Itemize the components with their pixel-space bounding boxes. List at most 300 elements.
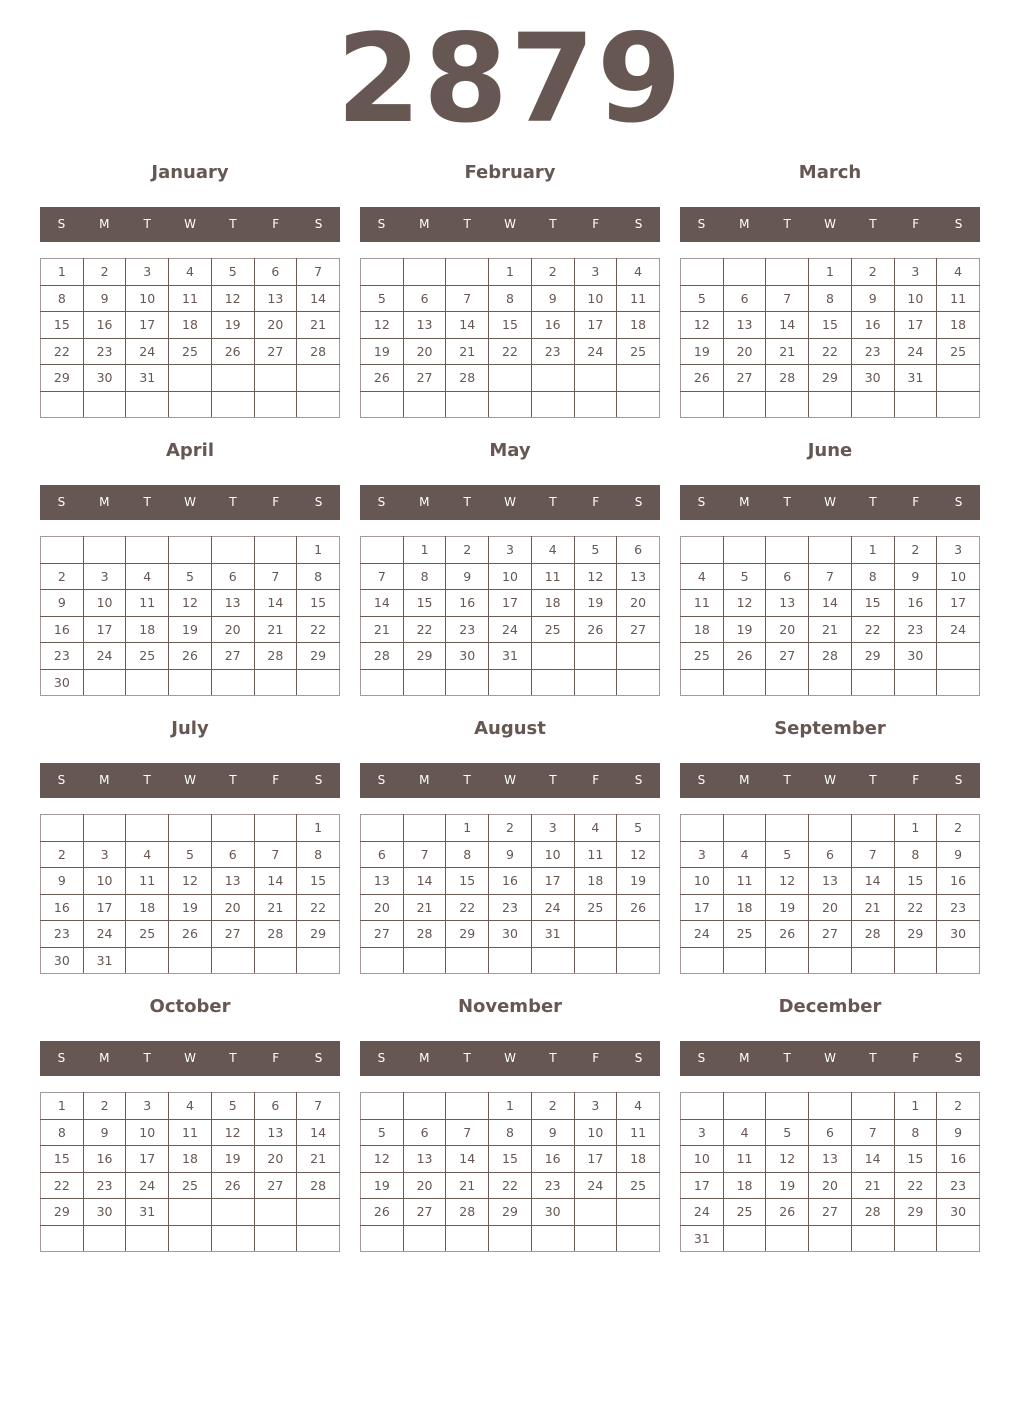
day-cell[interactable]: 26 xyxy=(617,894,660,921)
day-cell[interactable]: 27 xyxy=(403,365,446,392)
day-cell[interactable]: 5 xyxy=(211,259,254,286)
day-cell[interactable]: 15 xyxy=(403,590,446,617)
day-cell[interactable]: 21 xyxy=(809,616,852,643)
day-cell[interactable]: 2 xyxy=(531,1093,574,1120)
day-cell[interactable]: 6 xyxy=(403,1119,446,1146)
day-cell[interactable]: 21 xyxy=(297,312,340,339)
day-cell[interactable]: 1 xyxy=(403,537,446,564)
day-cell[interactable]: 29 xyxy=(41,365,84,392)
day-cell[interactable]: 29 xyxy=(894,921,937,948)
day-cell[interactable]: 2 xyxy=(531,259,574,286)
day-cell[interactable]: 31 xyxy=(83,947,126,974)
day-cell[interactable]: 28 xyxy=(851,1199,894,1226)
day-cell[interactable]: 3 xyxy=(83,563,126,590)
day-cell[interactable]: 27 xyxy=(766,643,809,670)
day-cell[interactable]: 23 xyxy=(531,338,574,365)
day-cell[interactable]: 18 xyxy=(126,894,169,921)
day-cell[interactable]: 28 xyxy=(403,921,446,948)
day-cell[interactable]: 12 xyxy=(211,1119,254,1146)
day-cell[interactable]: 6 xyxy=(254,1093,297,1120)
day-cell[interactable]: 28 xyxy=(361,643,404,670)
day-cell[interactable]: 4 xyxy=(723,841,766,868)
day-cell[interactable]: 3 xyxy=(531,815,574,842)
day-cell[interactable]: 27 xyxy=(361,921,404,948)
day-cell[interactable]: 24 xyxy=(126,338,169,365)
day-cell[interactable]: 5 xyxy=(617,815,660,842)
day-cell[interactable]: 15 xyxy=(297,590,340,617)
day-cell[interactable]: 29 xyxy=(297,921,340,948)
day-cell[interactable]: 29 xyxy=(446,921,489,948)
day-cell[interactable]: 11 xyxy=(126,868,169,895)
day-cell[interactable]: 22 xyxy=(489,338,532,365)
day-cell[interactable]: 11 xyxy=(169,285,212,312)
day-cell[interactable]: 5 xyxy=(361,285,404,312)
day-cell[interactable]: 7 xyxy=(403,841,446,868)
day-cell[interactable]: 24 xyxy=(83,921,126,948)
day-cell[interactable]: 13 xyxy=(211,590,254,617)
day-cell[interactable]: 17 xyxy=(531,868,574,895)
day-cell[interactable]: 12 xyxy=(681,312,724,339)
day-cell[interactable]: 6 xyxy=(361,841,404,868)
day-cell[interactable]: 30 xyxy=(41,947,84,974)
day-cell[interactable]: 16 xyxy=(851,312,894,339)
day-cell[interactable]: 5 xyxy=(169,563,212,590)
day-cell[interactable]: 18 xyxy=(723,1172,766,1199)
day-cell[interactable]: 29 xyxy=(403,643,446,670)
day-cell[interactable]: 20 xyxy=(211,616,254,643)
day-cell[interactable]: 10 xyxy=(83,868,126,895)
day-cell[interactable]: 19 xyxy=(361,1172,404,1199)
day-cell[interactable]: 12 xyxy=(723,590,766,617)
day-cell[interactable]: 5 xyxy=(361,1119,404,1146)
day-cell[interactable]: 22 xyxy=(894,894,937,921)
day-cell[interactable]: 24 xyxy=(937,616,980,643)
day-cell[interactable]: 12 xyxy=(361,312,404,339)
day-cell[interactable]: 30 xyxy=(937,1199,980,1226)
day-cell[interactable]: 28 xyxy=(297,338,340,365)
day-cell[interactable]: 31 xyxy=(894,365,937,392)
day-cell[interactable]: 17 xyxy=(574,312,617,339)
day-cell[interactable]: 1 xyxy=(894,815,937,842)
day-cell[interactable]: 6 xyxy=(809,841,852,868)
day-cell[interactable]: 22 xyxy=(851,616,894,643)
day-cell[interactable]: 9 xyxy=(446,563,489,590)
day-cell[interactable]: 20 xyxy=(617,590,660,617)
day-cell[interactable]: 31 xyxy=(681,1225,724,1252)
day-cell[interactable]: 18 xyxy=(531,590,574,617)
day-cell[interactable]: 11 xyxy=(531,563,574,590)
day-cell[interactable]: 7 xyxy=(446,285,489,312)
day-cell[interactable]: 15 xyxy=(41,312,84,339)
day-cell[interactable]: 31 xyxy=(126,365,169,392)
day-cell[interactable]: 30 xyxy=(851,365,894,392)
day-cell[interactable]: 29 xyxy=(851,643,894,670)
day-cell[interactable]: 22 xyxy=(41,1172,84,1199)
day-cell[interactable]: 22 xyxy=(489,1172,532,1199)
day-cell[interactable]: 19 xyxy=(211,1146,254,1173)
day-cell[interactable]: 14 xyxy=(254,868,297,895)
day-cell[interactable]: 23 xyxy=(894,616,937,643)
day-cell[interactable]: 25 xyxy=(574,894,617,921)
day-cell[interactable]: 30 xyxy=(446,643,489,670)
day-cell[interactable]: 16 xyxy=(531,312,574,339)
day-cell[interactable]: 16 xyxy=(83,312,126,339)
day-cell[interactable]: 3 xyxy=(126,259,169,286)
day-cell[interactable]: 28 xyxy=(254,921,297,948)
day-cell[interactable]: 27 xyxy=(723,365,766,392)
day-cell[interactable]: 13 xyxy=(211,868,254,895)
day-cell[interactable]: 5 xyxy=(574,537,617,564)
day-cell[interactable]: 30 xyxy=(894,643,937,670)
day-cell[interactable]: 10 xyxy=(574,1119,617,1146)
day-cell[interactable]: 26 xyxy=(766,1199,809,1226)
day-cell[interactable]: 20 xyxy=(403,338,446,365)
day-cell[interactable]: 1 xyxy=(489,259,532,286)
day-cell[interactable]: 17 xyxy=(937,590,980,617)
day-cell[interactable]: 27 xyxy=(254,338,297,365)
day-cell[interactable]: 26 xyxy=(574,616,617,643)
day-cell[interactable]: 6 xyxy=(809,1119,852,1146)
day-cell[interactable]: 23 xyxy=(83,1172,126,1199)
day-cell[interactable]: 19 xyxy=(766,894,809,921)
day-cell[interactable]: 28 xyxy=(809,643,852,670)
day-cell[interactable]: 28 xyxy=(766,365,809,392)
day-cell[interactable]: 14 xyxy=(766,312,809,339)
day-cell[interactable]: 3 xyxy=(894,259,937,286)
day-cell[interactable]: 5 xyxy=(169,841,212,868)
day-cell[interactable]: 25 xyxy=(723,921,766,948)
day-cell[interactable]: 7 xyxy=(297,259,340,286)
day-cell[interactable]: 17 xyxy=(83,616,126,643)
day-cell[interactable]: 16 xyxy=(937,868,980,895)
day-cell[interactable]: 11 xyxy=(169,1119,212,1146)
day-cell[interactable]: 3 xyxy=(681,1119,724,1146)
day-cell[interactable]: 27 xyxy=(403,1199,446,1226)
day-cell[interactable]: 4 xyxy=(617,1093,660,1120)
day-cell[interactable]: 20 xyxy=(809,894,852,921)
day-cell[interactable]: 21 xyxy=(254,616,297,643)
day-cell[interactable]: 4 xyxy=(126,841,169,868)
day-cell[interactable]: 8 xyxy=(403,563,446,590)
day-cell[interactable]: 28 xyxy=(254,643,297,670)
day-cell[interactable]: 14 xyxy=(361,590,404,617)
day-cell[interactable]: 13 xyxy=(254,1119,297,1146)
day-cell[interactable]: 24 xyxy=(894,338,937,365)
day-cell[interactable]: 27 xyxy=(211,643,254,670)
day-cell[interactable]: 4 xyxy=(169,259,212,286)
day-cell[interactable]: 16 xyxy=(446,590,489,617)
day-cell[interactable]: 11 xyxy=(617,285,660,312)
day-cell[interactable]: 15 xyxy=(297,868,340,895)
day-cell[interactable]: 6 xyxy=(723,285,766,312)
day-cell[interactable]: 28 xyxy=(446,1199,489,1226)
day-cell[interactable]: 2 xyxy=(41,841,84,868)
day-cell[interactable]: 17 xyxy=(681,894,724,921)
day-cell[interactable]: 26 xyxy=(361,365,404,392)
day-cell[interactable]: 23 xyxy=(937,894,980,921)
day-cell[interactable]: 28 xyxy=(446,365,489,392)
day-cell[interactable]: 3 xyxy=(489,537,532,564)
day-cell[interactable]: 14 xyxy=(446,1146,489,1173)
day-cell[interactable]: 16 xyxy=(41,616,84,643)
day-cell[interactable]: 8 xyxy=(809,285,852,312)
day-cell[interactable]: 12 xyxy=(361,1146,404,1173)
day-cell[interactable]: 3 xyxy=(83,841,126,868)
day-cell[interactable]: 6 xyxy=(211,563,254,590)
day-cell[interactable]: 9 xyxy=(83,1119,126,1146)
day-cell[interactable]: 26 xyxy=(211,1172,254,1199)
day-cell[interactable]: 22 xyxy=(403,616,446,643)
day-cell[interactable]: 11 xyxy=(617,1119,660,1146)
day-cell[interactable]: 25 xyxy=(937,338,980,365)
day-cell[interactable]: 13 xyxy=(809,868,852,895)
day-cell[interactable]: 9 xyxy=(531,1119,574,1146)
day-cell[interactable]: 1 xyxy=(809,259,852,286)
day-cell[interactable]: 18 xyxy=(126,616,169,643)
day-cell[interactable]: 14 xyxy=(809,590,852,617)
day-cell[interactable]: 1 xyxy=(297,815,340,842)
day-cell[interactable]: 21 xyxy=(851,894,894,921)
day-cell[interactable]: 5 xyxy=(211,1093,254,1120)
day-cell[interactable]: 18 xyxy=(723,894,766,921)
day-cell[interactable]: 28 xyxy=(297,1172,340,1199)
day-cell[interactable]: 1 xyxy=(41,259,84,286)
day-cell[interactable]: 7 xyxy=(361,563,404,590)
day-cell[interactable]: 22 xyxy=(446,894,489,921)
day-cell[interactable]: 25 xyxy=(531,616,574,643)
day-cell[interactable]: 18 xyxy=(617,1146,660,1173)
day-cell[interactable]: 9 xyxy=(937,841,980,868)
day-cell[interactable]: 17 xyxy=(83,894,126,921)
day-cell[interactable]: 15 xyxy=(851,590,894,617)
day-cell[interactable]: 20 xyxy=(254,1146,297,1173)
day-cell[interactable]: 26 xyxy=(766,921,809,948)
day-cell[interactable]: 12 xyxy=(169,868,212,895)
day-cell[interactable]: 10 xyxy=(574,285,617,312)
day-cell[interactable]: 20 xyxy=(766,616,809,643)
day-cell[interactable]: 26 xyxy=(723,643,766,670)
day-cell[interactable]: 17 xyxy=(574,1146,617,1173)
day-cell[interactable]: 8 xyxy=(894,1119,937,1146)
day-cell[interactable]: 1 xyxy=(489,1093,532,1120)
day-cell[interactable]: 25 xyxy=(169,1172,212,1199)
day-cell[interactable]: 27 xyxy=(809,1199,852,1226)
day-cell[interactable]: 30 xyxy=(489,921,532,948)
day-cell[interactable]: 22 xyxy=(809,338,852,365)
day-cell[interactable]: 14 xyxy=(851,1146,894,1173)
day-cell[interactable]: 10 xyxy=(937,563,980,590)
day-cell[interactable]: 19 xyxy=(169,894,212,921)
day-cell[interactable]: 13 xyxy=(809,1146,852,1173)
day-cell[interactable]: 13 xyxy=(254,285,297,312)
day-cell[interactable]: 12 xyxy=(169,590,212,617)
day-cell[interactable]: 5 xyxy=(681,285,724,312)
day-cell[interactable]: 16 xyxy=(83,1146,126,1173)
day-cell[interactable]: 23 xyxy=(446,616,489,643)
day-cell[interactable]: 13 xyxy=(403,1146,446,1173)
day-cell[interactable]: 4 xyxy=(126,563,169,590)
day-cell[interactable]: 12 xyxy=(574,563,617,590)
day-cell[interactable]: 25 xyxy=(169,338,212,365)
day-cell[interactable]: 4 xyxy=(681,563,724,590)
day-cell[interactable]: 16 xyxy=(894,590,937,617)
day-cell[interactable]: 7 xyxy=(766,285,809,312)
day-cell[interactable]: 26 xyxy=(211,338,254,365)
day-cell[interactable]: 7 xyxy=(446,1119,489,1146)
day-cell[interactable]: 10 xyxy=(126,1119,169,1146)
day-cell[interactable]: 21 xyxy=(361,616,404,643)
day-cell[interactable]: 21 xyxy=(254,894,297,921)
day-cell[interactable]: 26 xyxy=(169,643,212,670)
day-cell[interactable]: 20 xyxy=(211,894,254,921)
day-cell[interactable]: 15 xyxy=(489,312,532,339)
day-cell[interactable]: 3 xyxy=(681,841,724,868)
day-cell[interactable]: 6 xyxy=(403,285,446,312)
day-cell[interactable]: 24 xyxy=(83,643,126,670)
day-cell[interactable]: 9 xyxy=(489,841,532,868)
day-cell[interactable]: 19 xyxy=(169,616,212,643)
day-cell[interactable]: 8 xyxy=(41,285,84,312)
day-cell[interactable]: 25 xyxy=(126,921,169,948)
day-cell[interactable]: 16 xyxy=(937,1146,980,1173)
day-cell[interactable]: 17 xyxy=(489,590,532,617)
day-cell[interactable]: 9 xyxy=(41,590,84,617)
day-cell[interactable]: 11 xyxy=(681,590,724,617)
day-cell[interactable]: 4 xyxy=(723,1119,766,1146)
day-cell[interactable]: 8 xyxy=(851,563,894,590)
day-cell[interactable]: 11 xyxy=(126,590,169,617)
day-cell[interactable]: 11 xyxy=(574,841,617,868)
day-cell[interactable]: 10 xyxy=(894,285,937,312)
day-cell[interactable]: 25 xyxy=(723,1199,766,1226)
day-cell[interactable]: 11 xyxy=(723,1146,766,1173)
day-cell[interactable]: 7 xyxy=(809,563,852,590)
day-cell[interactable]: 18 xyxy=(681,616,724,643)
day-cell[interactable]: 27 xyxy=(809,921,852,948)
day-cell[interactable]: 15 xyxy=(894,1146,937,1173)
day-cell[interactable]: 29 xyxy=(297,643,340,670)
day-cell[interactable]: 22 xyxy=(894,1172,937,1199)
day-cell[interactable]: 11 xyxy=(937,285,980,312)
day-cell[interactable]: 5 xyxy=(766,1119,809,1146)
day-cell[interactable]: 30 xyxy=(937,921,980,948)
day-cell[interactable]: 9 xyxy=(83,285,126,312)
day-cell[interactable]: 30 xyxy=(41,669,84,696)
day-cell[interactable]: 18 xyxy=(169,312,212,339)
day-cell[interactable]: 29 xyxy=(489,1199,532,1226)
day-cell[interactable]: 21 xyxy=(297,1146,340,1173)
day-cell[interactable]: 18 xyxy=(574,868,617,895)
day-cell[interactable]: 27 xyxy=(211,921,254,948)
day-cell[interactable]: 9 xyxy=(851,285,894,312)
day-cell[interactable]: 1 xyxy=(851,537,894,564)
day-cell[interactable]: 19 xyxy=(723,616,766,643)
day-cell[interactable]: 31 xyxy=(489,643,532,670)
day-cell[interactable]: 15 xyxy=(446,868,489,895)
day-cell[interactable]: 23 xyxy=(531,1172,574,1199)
day-cell[interactable]: 27 xyxy=(617,616,660,643)
day-cell[interactable]: 13 xyxy=(403,312,446,339)
day-cell[interactable]: 12 xyxy=(617,841,660,868)
day-cell[interactable]: 2 xyxy=(41,563,84,590)
day-cell[interactable]: 7 xyxy=(254,841,297,868)
day-cell[interactable]: 25 xyxy=(126,643,169,670)
day-cell[interactable]: 20 xyxy=(403,1172,446,1199)
day-cell[interactable]: 27 xyxy=(254,1172,297,1199)
day-cell[interactable]: 10 xyxy=(83,590,126,617)
day-cell[interactable]: 3 xyxy=(574,1093,617,1120)
day-cell[interactable]: 18 xyxy=(937,312,980,339)
day-cell[interactable]: 25 xyxy=(617,1172,660,1199)
day-cell[interactable]: 4 xyxy=(574,815,617,842)
day-cell[interactable]: 24 xyxy=(681,921,724,948)
day-cell[interactable]: 10 xyxy=(126,285,169,312)
day-cell[interactable]: 2 xyxy=(894,537,937,564)
day-cell[interactable]: 24 xyxy=(681,1199,724,1226)
day-cell[interactable]: 9 xyxy=(894,563,937,590)
day-cell[interactable]: 13 xyxy=(361,868,404,895)
day-cell[interactable]: 23 xyxy=(83,338,126,365)
day-cell[interactable]: 4 xyxy=(937,259,980,286)
day-cell[interactable]: 14 xyxy=(403,868,446,895)
day-cell[interactable]: 6 xyxy=(617,537,660,564)
day-cell[interactable]: 7 xyxy=(297,1093,340,1120)
day-cell[interactable]: 29 xyxy=(894,1199,937,1226)
day-cell[interactable]: 16 xyxy=(41,894,84,921)
day-cell[interactable]: 25 xyxy=(617,338,660,365)
day-cell[interactable]: 21 xyxy=(851,1172,894,1199)
day-cell[interactable]: 23 xyxy=(851,338,894,365)
day-cell[interactable]: 16 xyxy=(531,1146,574,1173)
day-cell[interactable]: 14 xyxy=(446,312,489,339)
day-cell[interactable]: 29 xyxy=(41,1199,84,1226)
day-cell[interactable]: 14 xyxy=(297,1119,340,1146)
day-cell[interactable]: 2 xyxy=(83,1093,126,1120)
day-cell[interactable]: 2 xyxy=(489,815,532,842)
day-cell[interactable]: 23 xyxy=(41,643,84,670)
day-cell[interactable]: 10 xyxy=(681,1146,724,1173)
day-cell[interactable]: 3 xyxy=(126,1093,169,1120)
day-cell[interactable]: 12 xyxy=(211,285,254,312)
day-cell[interactable]: 8 xyxy=(297,841,340,868)
day-cell[interactable]: 30 xyxy=(531,1199,574,1226)
day-cell[interactable]: 11 xyxy=(723,868,766,895)
day-cell[interactable]: 16 xyxy=(489,868,532,895)
day-cell[interactable]: 12 xyxy=(766,1146,809,1173)
day-cell[interactable]: 25 xyxy=(681,643,724,670)
day-cell[interactable]: 19 xyxy=(211,312,254,339)
day-cell[interactable]: 15 xyxy=(894,868,937,895)
day-cell[interactable]: 9 xyxy=(531,285,574,312)
day-cell[interactable]: 7 xyxy=(851,841,894,868)
day-cell[interactable]: 5 xyxy=(723,563,766,590)
day-cell[interactable]: 4 xyxy=(531,537,574,564)
day-cell[interactable]: 2 xyxy=(446,537,489,564)
day-cell[interactable]: 15 xyxy=(41,1146,84,1173)
day-cell[interactable]: 19 xyxy=(617,868,660,895)
day-cell[interactable]: 22 xyxy=(297,616,340,643)
day-cell[interactable]: 19 xyxy=(574,590,617,617)
day-cell[interactable]: 24 xyxy=(531,894,574,921)
day-cell[interactable]: 20 xyxy=(361,894,404,921)
day-cell[interactable]: 14 xyxy=(851,868,894,895)
day-cell[interactable]: 8 xyxy=(894,841,937,868)
day-cell[interactable]: 14 xyxy=(254,590,297,617)
day-cell[interactable]: 10 xyxy=(531,841,574,868)
day-cell[interactable]: 8 xyxy=(41,1119,84,1146)
day-cell[interactable]: 7 xyxy=(254,563,297,590)
day-cell[interactable]: 14 xyxy=(297,285,340,312)
